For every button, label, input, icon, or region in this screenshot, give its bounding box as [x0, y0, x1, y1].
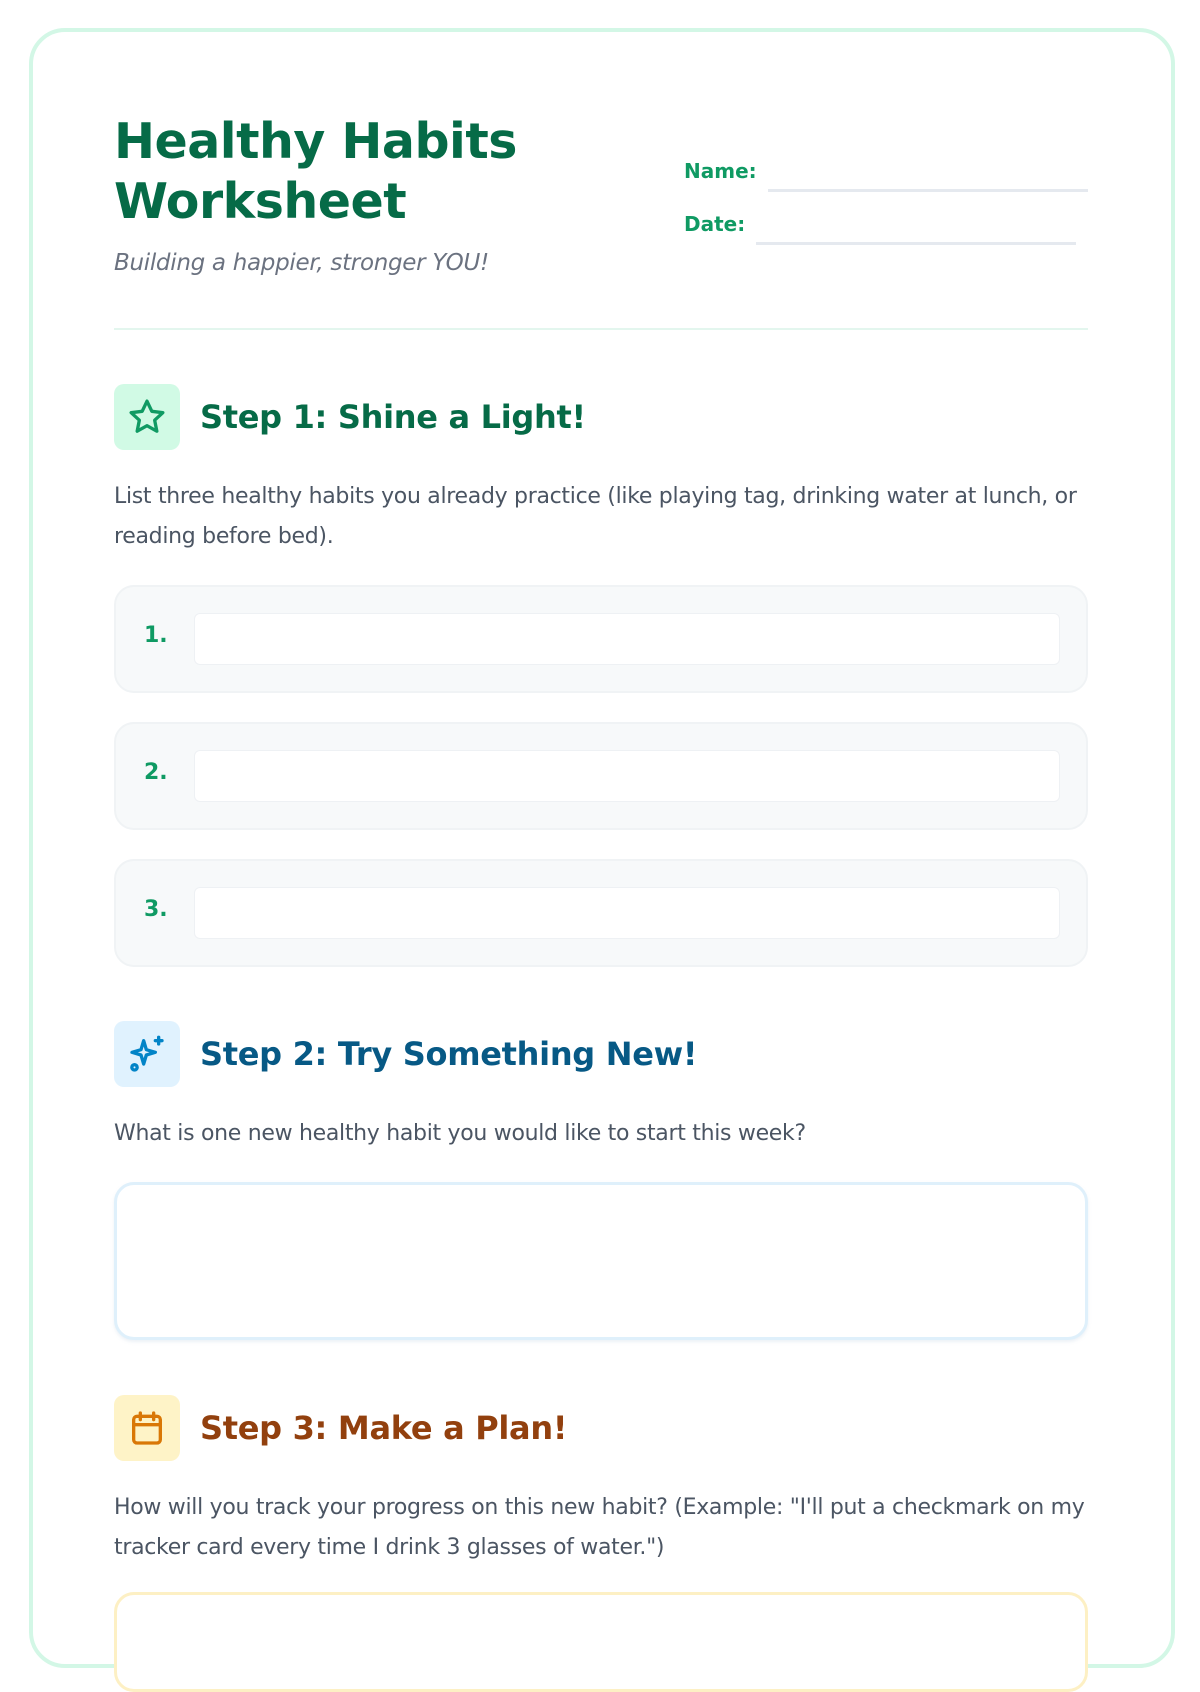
- page-title: Healthy Habits Worksheet: [114, 113, 517, 230]
- sparkles-icon: [114, 1021, 180, 1087]
- habit-row: [114, 859, 1088, 967]
- name-label: Name:: [684, 159, 757, 183]
- habit-input-2[interactable]: [194, 750, 1060, 802]
- step1-prompt: List three healthy habits you already practice (like playing tag, drinking water at lunch, or reading before bed).: [114, 484, 1077, 549]
- name-field[interactable]: [768, 189, 1088, 192]
- step2-title: Step 2: Try Something New!: [200, 1035, 698, 1073]
- step3-title: Step 3: Make a Plan!: [200, 1409, 568, 1447]
- page-subtitle: Building a happier, stronger YOU!: [114, 250, 489, 276]
- habit-row: [114, 722, 1088, 830]
- star-icon: [114, 384, 180, 450]
- habit-row: [114, 585, 1088, 693]
- new-habit-answer-field[interactable]: [114, 1182, 1088, 1340]
- step1-title: Step 1: Shine a Light!: [200, 398, 586, 436]
- plan-answer-field[interactable]: [114, 1592, 1088, 1692]
- step2-prompt: What is one new healthy habit you would like to start this week?: [114, 1121, 806, 1146]
- habit-input-1[interactable]: [194, 613, 1060, 665]
- date-label: Date:: [684, 212, 746, 236]
- calendar-icon: [114, 1395, 180, 1461]
- header-divider: [114, 328, 1088, 330]
- habit-number: 1.: [144, 623, 168, 648]
- habit-number: 2.: [144, 760, 168, 785]
- step3-prompt: How will you track your progress on this new habit? (Example: "I'll put a checkmark on my tracker card every time I drink 3 glasses of water."): [114, 1495, 1085, 1560]
- habit-number: 3.: [144, 897, 168, 922]
- date-field[interactable]: [756, 242, 1076, 245]
- habit-input-3[interactable]: [194, 887, 1060, 939]
